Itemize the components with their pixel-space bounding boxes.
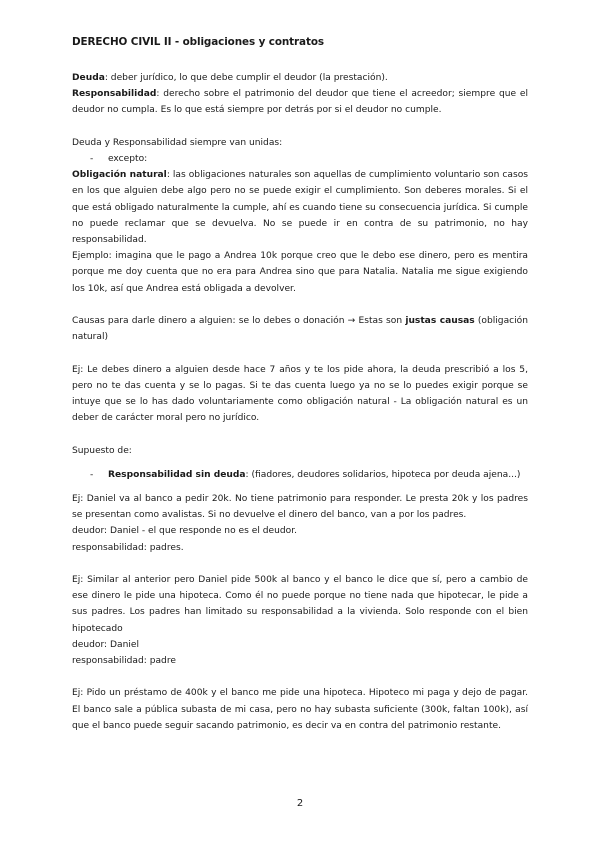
causas-paragraph: [72, 313, 528, 345]
page-title: DERECHO CIVIL II - obligaciones y contratos: [72, 36, 324, 48]
daniel-example-2: Ej: Similar al anterior pero Daniel pide 500k al banco y el banco le dice que sí, pero a cambio de ese dinero le pide una hipoteca. Como él no puede porque no tiene nada que hipotecar, le pide a sus padres. Los padres han limitado su responsabilidad a la vivienda. Solo responde con el bien hipotecado: [72, 575, 528, 634]
deuda-term: Deuda: [72, 73, 105, 83]
daniel-example-1-responsabilidad: responsabilidad: padres.: [72, 542, 184, 553]
deuda-text: : deber jurídico, lo que debe cumplir el deudor (la prestación).: [104, 73, 388, 83]
responsabilidad-text: : derecho sobre el patrimonio del deudor que tiene el acreedor; siempre que el deudor no cumpla. Es lo que está siempre por detrás por si el deudor no cumple.: [72, 89, 528, 116]
daniel-example-1: Ej: Daniel va al banco a pedir 20k. No tiene patrimonio para responder. Le presta 20k y los padres se presentan como avalistas. Si no devuelve el dinero del banco, van a por los padres.: [72, 494, 528, 521]
obligacion-natural-term: Obligación natural: [72, 170, 167, 181]
daniel-example-1-deudor: deudor: Daniel - el que responde no es el deudor.: [72, 526, 298, 537]
page-number: 2: [296, 798, 304, 809]
responsabilidad-sin-deuda-term: Responsabilidad sin deuda: [108, 469, 246, 480]
prescripcion-example: Ej: Le debes dinero a alguien desde hace 7 años y te los pide ahora, la deuda prescribió a los 5, pero no te das cuenta y se lo pagas. Si te das cuenta luego ya no se lo puedes exigir porque se intuye que se lo has dado voluntariamente como obligación natural - La obligación natural es un deber de carácter moral pero no jurídico.: [72, 364, 528, 424]
union-intro: Deuda y Responsabilidad siempre van unidas:: [72, 137, 283, 148]
causas-text-before: Causas para darle dinero a alguien: se lo debes o donación → Estas son: [72, 316, 406, 327]
document-body: [72, 70, 528, 734]
exception-label: excepto:: [108, 154, 148, 164]
exception-bullet: [72, 151, 528, 167]
obligacion-natural-definition: [72, 167, 528, 248]
responsabilidad-term: Responsabilidad: [72, 89, 157, 100]
daniel-example-2-deudor: deudor: Daniel: [72, 639, 139, 650]
deuda-definition: [72, 70, 528, 86]
responsabilidad-definition: [72, 86, 528, 118]
justas-causas-term: justas causas: [405, 316, 475, 327]
obligacion-natural-example: Ejemplo: imagina que le pago a Andrea 10k porque creo que le debo ese dinero, pero es mentira porque me doy cuenta que no era para Andrea sino que para Natalia. Natalia me sigue exigiendo los 10k, así que Andrea está obligada a devolver.: [72, 251, 528, 294]
responsabilidad-sin-deuda-bullet: [72, 467, 528, 483]
causas-text-after: (obligación natural): [72, 316, 529, 343]
responsabilidad-sin-deuda-text: : (fiadores, deudores solidarios, hipoteca por deuda ajena...): [245, 469, 521, 480]
bullet-marker: -: [90, 469, 94, 480]
obligacion-natural-text: : las obligaciones naturales son aquellas de cumplimiento voluntario son casos en los que alguien debe algo pero no se puede exigir el cumplimiento. Son deberes morales. Si el que está obligado naturalmente la cumple, ahí es cuando tiene su consecuencia jurídica. Si cumple no puede reclamar que se devuelva. No se puede ir en contra de su patrimonio, no hay responsabilidad.: [72, 170, 529, 246]
prestamo-example: Ej: Pido un préstamo de 400k y el banco me pide una hipoteca. Hipoteco mi paga y dejo de pagar. El banco sale a pública subasta de mi casa, pero no hay subasta suficiente (300k, faltan 100k), así que el banco puede seguir sacando patrimonio, es decir va en contra del patrimonio restante.: [72, 688, 528, 731]
supuesto-intro: Supuesto de:: [72, 445, 132, 456]
daniel-example-2-responsabilidad: responsabilidad: padre: [72, 656, 176, 667]
bullet-marker: -: [90, 154, 94, 164]
